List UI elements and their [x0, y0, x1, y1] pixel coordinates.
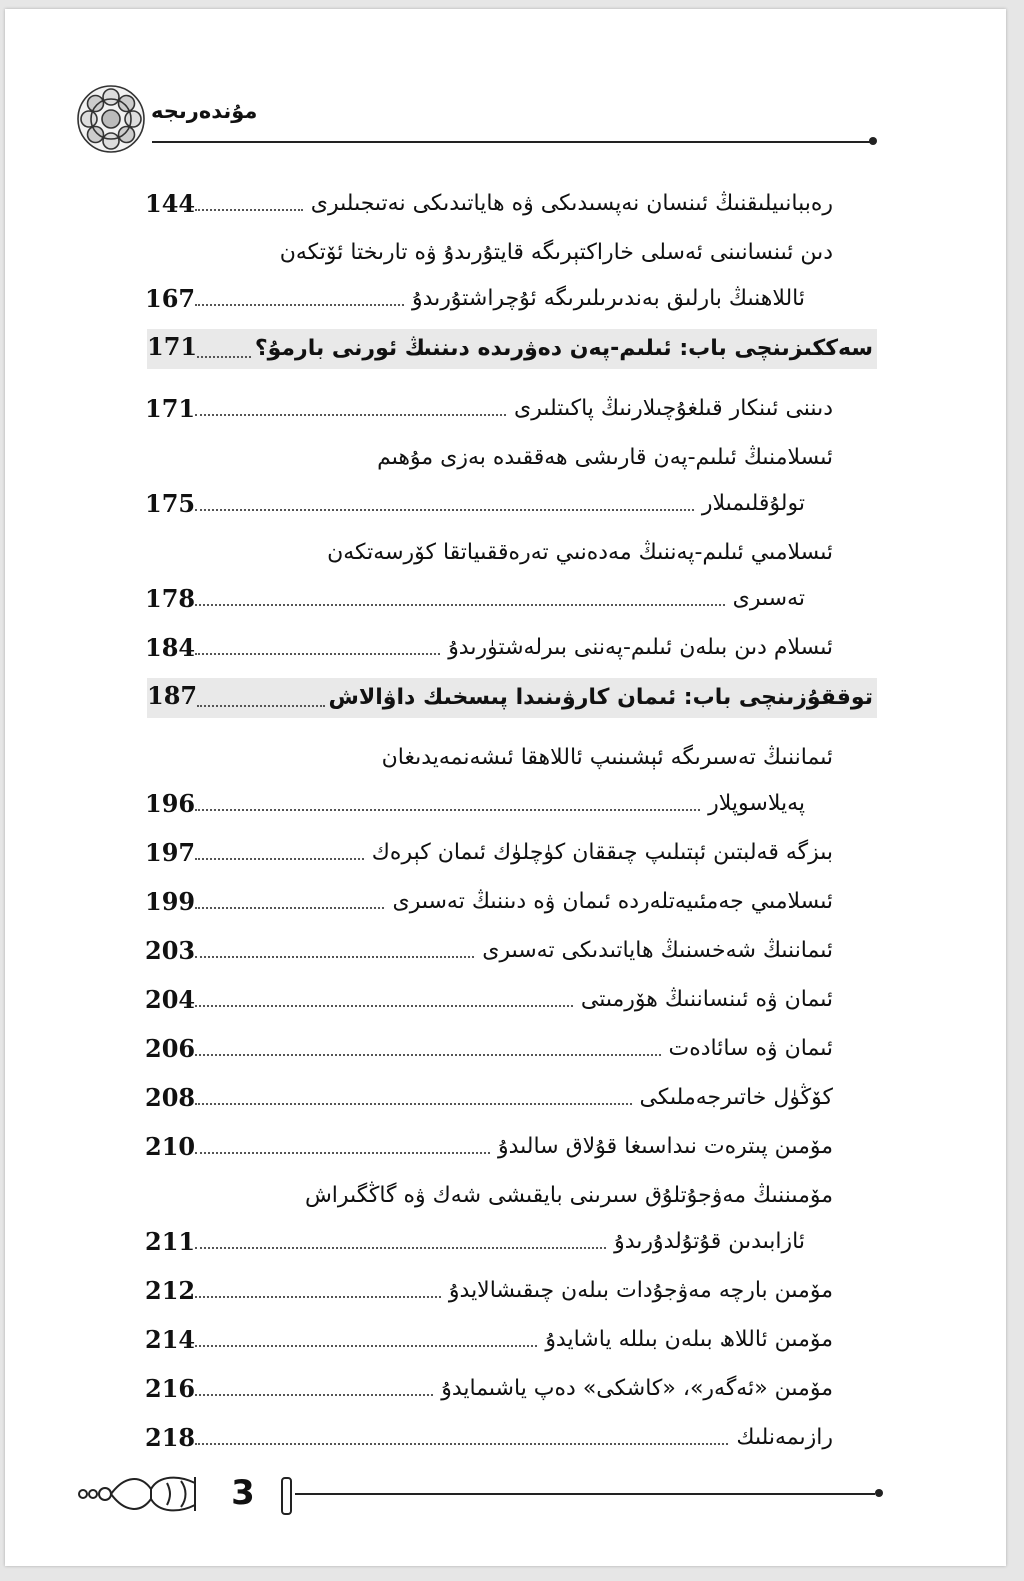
toc-entry-title: رازىمەنلىك [732, 1421, 833, 1455]
toc-page-number: 218 [145, 1423, 196, 1452]
dot-leader [195, 1152, 490, 1154]
toc-entry-title: مۆمىن پىترەت نىداسىغا قۇلاق سالىدۇ [494, 1130, 833, 1164]
toc-chapter-row[interactable] [147, 329, 877, 369]
footer-rule [295, 1493, 875, 1495]
toc-page-number: 171 [147, 332, 198, 361]
toc-chapter-title: توققۇزىنچى باب: ئىمان كارۋىنىدا پىسخىك داۋالاش [325, 681, 873, 715]
toc-chapter-row[interactable] [147, 678, 877, 718]
dot-leader [197, 705, 325, 707]
toc-entry-row[interactable] [145, 282, 805, 316]
page-heading: مۇندەرىجە [151, 99, 258, 123]
footer-rule-end-dot [875, 1489, 883, 1497]
dot-leader [195, 1005, 573, 1007]
toc-entry-row[interactable] [145, 983, 833, 1017]
toc-entry-row[interactable] [145, 1372, 833, 1406]
toc-entry-row[interactable] [145, 1081, 833, 1115]
toc-entry-title: ئىماننىڭ شەخسنىڭ ھاياتىدىكى تەسىرى [478, 934, 833, 968]
dot-leader [195, 1296, 441, 1298]
toc-page-number: 197 [145, 838, 196, 867]
toc-page-number: 187 [147, 681, 198, 710]
toc-entry-title: ئىمان ۋە ئىنساننىڭ ھۆرمىتى [577, 983, 833, 1017]
toc-page-number: 211 [145, 1227, 196, 1256]
toc-entry-row[interactable] [145, 934, 833, 968]
toc-entry-row[interactable] [145, 1421, 833, 1455]
toc-entry-title: پەيلاسوپلار [704, 787, 805, 821]
toc-entry-title: دىننى ئىنكار قىلغۇچىلارنىڭ پاكىتلىرى [510, 392, 833, 426]
dot-leader [195, 1345, 537, 1347]
dot-leader [197, 356, 251, 358]
toc-entry-row[interactable] [145, 885, 833, 919]
footer-bar-ornament [281, 1477, 292, 1515]
toc-entry-title: تەسىرى [729, 582, 805, 616]
dot-leader [195, 1443, 728, 1445]
toc-entry-row[interactable] [145, 1130, 833, 1164]
toc-page-number: 178 [145, 584, 196, 613]
toc-entry-title: ئىمان ۋە سائادەت [665, 1032, 833, 1066]
toc-entry-title-line: دىن ئىنسانىنى ئەسلى خاراكتېرىگە قايتۇرىدۇ ۋە تارىختا ئۆتكەن [279, 240, 833, 265]
dot-leader [195, 809, 700, 811]
toc-entry-title-line: مۆمىننىڭ مەۋجۇتلۇق سىرىنى بايقىشى شەك ۋە گاڭگىراش [304, 1183, 833, 1208]
toc-page-number: 203 [145, 936, 196, 965]
toc-entry-row[interactable] [145, 487, 805, 521]
toc-entry-row[interactable] [145, 1323, 833, 1357]
dot-leader [195, 1103, 632, 1105]
toc-entry-row[interactable] [145, 631, 833, 665]
dot-leader [195, 414, 506, 416]
dot-leader [195, 858, 364, 860]
dot-leader [195, 1394, 433, 1396]
toc-chapter-title: سەككىزىنچى باب: ئىلىم-پەن دەۋرىدە دىننىڭ ئورنى بارمۇ؟ [251, 332, 873, 366]
toc-entry-title: ئازابىدىن قۇتۇلدۇرىدۇ [610, 1225, 805, 1259]
toc-entry-row[interactable] [145, 787, 805, 821]
toc-page-number: 204 [145, 985, 196, 1014]
toc-entry-row[interactable] [145, 1225, 805, 1259]
toc-page-number: 208 [145, 1083, 196, 1112]
dot-leader [195, 1054, 661, 1056]
toc-page-number: 214 [145, 1325, 196, 1354]
page-number: 3 [231, 1473, 255, 1513]
toc-entry-row[interactable] [145, 392, 833, 426]
book-page [5, 9, 1006, 1566]
toc-entry-title: ئىسلام دىن بىلەن ئىلىم-پەننى بىرلەشتۈرىدۇ [444, 631, 833, 665]
dot-leader [195, 1247, 606, 1249]
toc-page-number: 206 [145, 1034, 196, 1063]
toc-entry-row[interactable] [145, 187, 833, 221]
toc-entry-title: مۆمىن «ئەگەر»، «كاشكى» دەپ ياشىمايدۇ [437, 1372, 833, 1406]
toc-page-number: 175 [145, 489, 196, 518]
toc-page-number: 167 [145, 284, 196, 313]
toc-page-number: 144 [145, 189, 196, 218]
dot-leader [195, 604, 725, 606]
toc-entry-title: ئىسلامىي جەمئىيەتلەردە ئىمان ۋە دىننىڭ تەسىرى [389, 885, 834, 919]
toc-entry-title-line: ئىسلامنىڭ ئىلىم-پەن قارىشى ھەققىدە بەزى مۇھىم [377, 445, 833, 470]
dot-leader [195, 209, 303, 211]
dot-leader [195, 509, 694, 511]
toc-entry-title: كۆڭۈل خاتىرجەملىكى [636, 1081, 833, 1115]
dot-leader [195, 653, 440, 655]
toc-entry-row[interactable] [145, 836, 833, 870]
toc-entry-title: مۆمىن ئاللاھ بىلەن بىللە ياشايدۇ [541, 1323, 833, 1357]
toc-page-number: 212 [145, 1276, 196, 1305]
toc-page-number: 196 [145, 789, 196, 818]
toc-entry-title: ئاللاھنىڭ بارلىق بەندىرىلىرىگە ئۇچراشتۇرىدۇ [408, 282, 805, 316]
toc-entry-title-line: ئىسلامىي ئىلىم-پەننىڭ مەدەنىي تەرەققىياتقا كۆرسەتكەن [327, 540, 833, 565]
dot-leader [195, 304, 404, 306]
table-of-contents [5, 9, 1006, 1566]
dot-leader [195, 907, 384, 909]
toc-page-number: 199 [145, 887, 196, 916]
toc-entry-row[interactable] [145, 582, 805, 616]
toc-page-number: 210 [145, 1132, 196, 1161]
toc-entry-title: بىزگە قەلبتىن ئېتىلىپ چىققان كۈچلۈك ئىمان كېرەك [368, 836, 833, 870]
toc-entry-title: تولۇقلىمىلار [698, 487, 805, 521]
toc-entry-title: مۆمىن بارچە مەۋجۇدات بىلەن چىقىشالايدۇ [445, 1274, 833, 1308]
toc-page-number: 216 [145, 1374, 196, 1403]
toc-entry-row[interactable] [145, 1032, 833, 1066]
toc-page-number: 184 [145, 633, 196, 662]
toc-entry-row[interactable] [145, 1274, 833, 1308]
toc-page-number: 171 [145, 394, 196, 423]
toc-entry-title: رەببانىيلىقنىڭ ئىنسان نەپسىدىكى ۋە ھاياتىدىكى نەتىجىلىرى [307, 187, 833, 221]
dot-leader [195, 956, 474, 958]
floral-ornament-icon [75, 1471, 205, 1517]
toc-entry-title-line: ئىماننىڭ تەسىرىگە ئېشىنىپ ئاللاھقا ئىشەنمەيدىغان [381, 745, 833, 770]
